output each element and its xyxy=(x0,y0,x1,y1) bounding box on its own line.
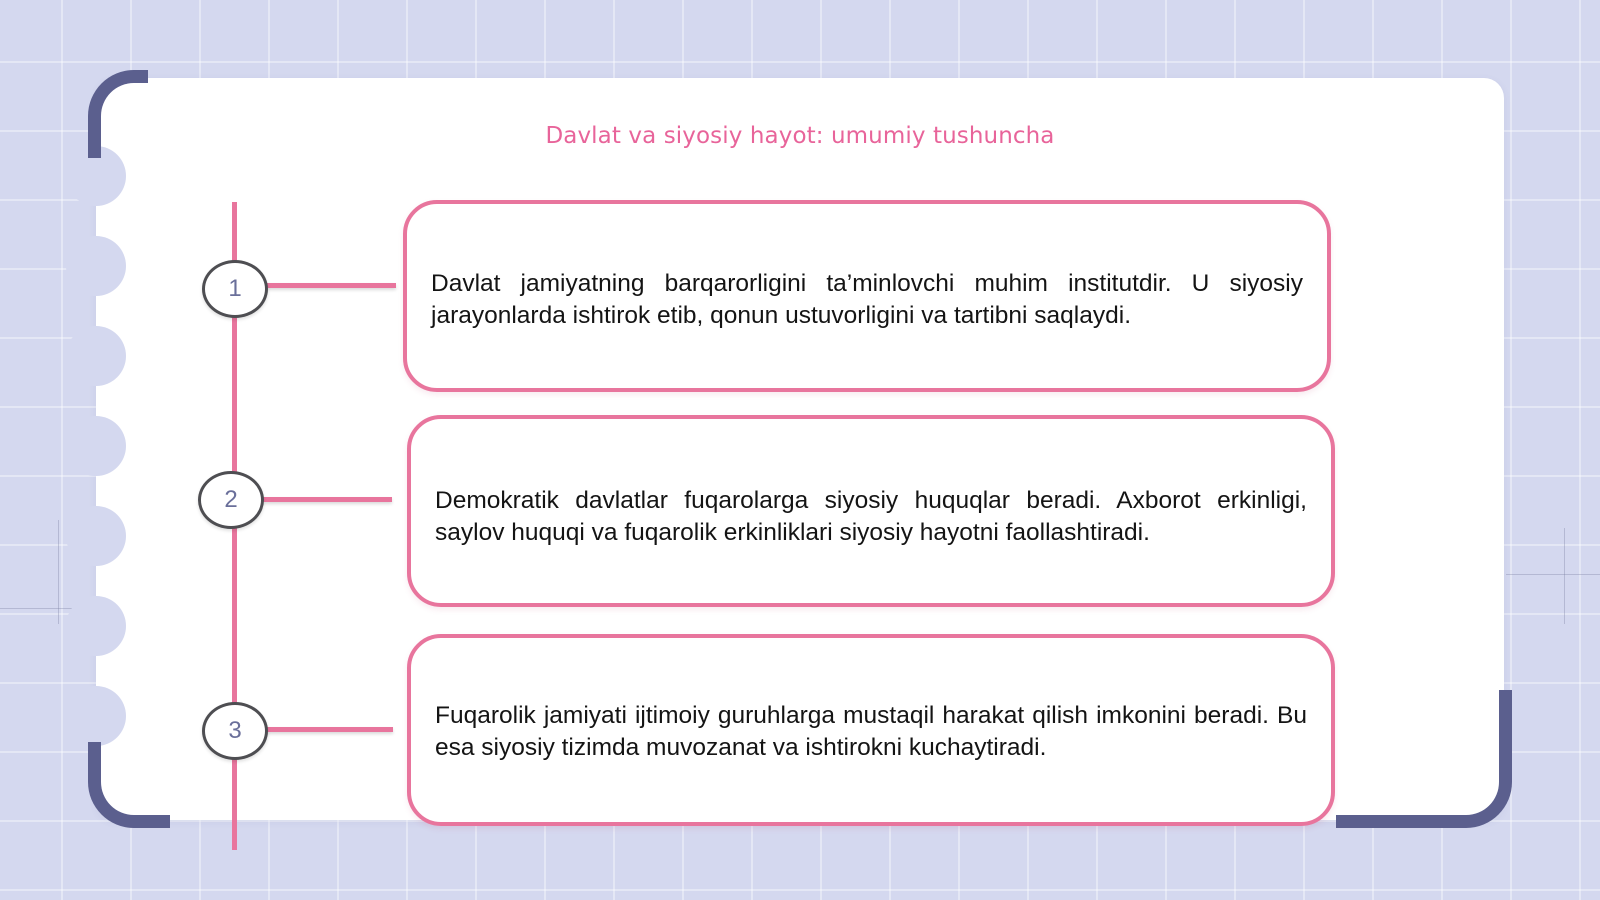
paper-punch-hole xyxy=(66,236,126,296)
step-card-text: Fuqarolik jamiyati ijtimoiy guruhlarga mustaqil harakat qilish imkonini beradi. Bu esa siyosiy tizimda muvozanat va ishtirokni kuchaytiradi. xyxy=(435,702,1307,761)
step-card xyxy=(407,634,1335,826)
step-connector xyxy=(265,727,393,732)
step-number-badge: 1 xyxy=(202,260,268,318)
background-crosshair xyxy=(58,520,59,624)
background-crosshair xyxy=(1564,528,1565,624)
slide-title: Davlat va siyosiy hayot: umumiy tushuncha xyxy=(545,123,1055,149)
step-card-text: Demokratik davlatlar fuqarolarga siyosiy huquqlar beradi. Axborot erkinligi, saylov huquqi va fuqarolik erkinliklari siyosiy hayotni faollashtiradi. xyxy=(435,487,1307,546)
step-connector xyxy=(265,283,396,288)
step-connector xyxy=(263,497,392,502)
step-number-badge: 3 xyxy=(202,702,268,760)
paper-punch-hole xyxy=(66,326,126,386)
step-card xyxy=(407,415,1335,607)
paper-punch-hole xyxy=(66,686,126,746)
paper-punch-hole xyxy=(66,506,126,566)
corner-bracket-bottom-right xyxy=(1336,690,1512,828)
corner-bracket-bottom-left xyxy=(88,742,170,828)
step-card xyxy=(403,200,1331,392)
background-crosshair xyxy=(1506,574,1600,575)
paper-punch-hole xyxy=(66,416,126,476)
step-card-text: Davlat jamiyatning barqarorligini ta’minlovchi muhim institutdir. U siyosiy jarayonlarda ishtirok etib, qonun ustuvorligini va tartibni saqlaydi. xyxy=(431,270,1303,329)
step-number-badge: 2 xyxy=(198,471,264,529)
paper-punch-hole xyxy=(66,596,126,656)
corner-bracket-top-left xyxy=(88,70,148,158)
